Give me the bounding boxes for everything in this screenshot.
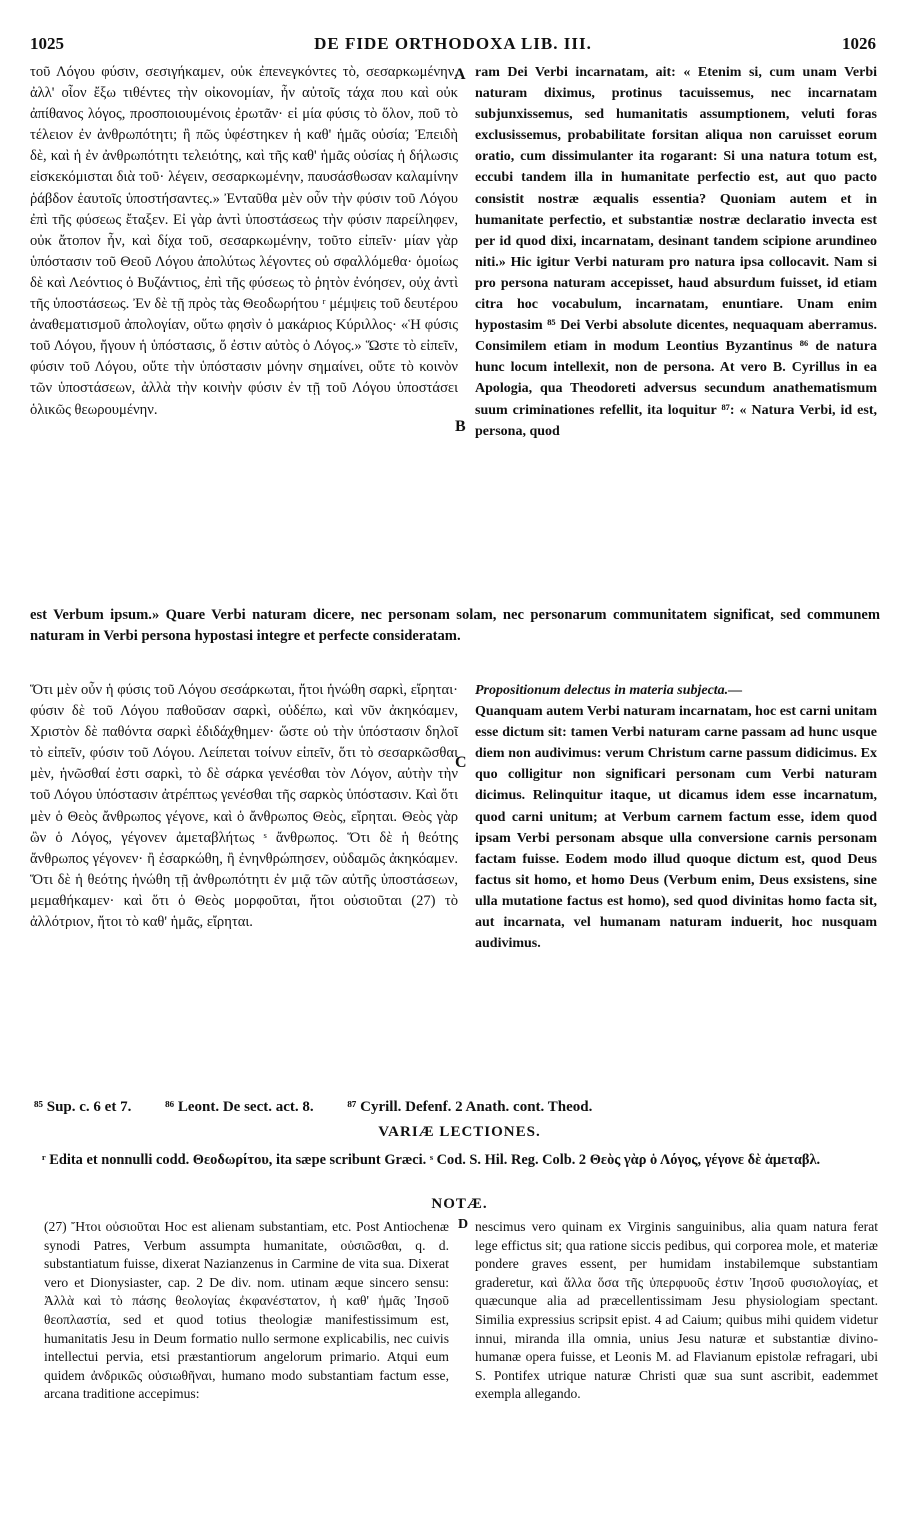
notae-title: NOTÆ. [431, 1196, 488, 1212]
margin-marker-c: C [455, 754, 467, 771]
footnotes [34, 1099, 874, 1116]
greek-column-1 [30, 62, 458, 597]
greek-text-1: τοῦ Λόγου φύσιν, σεσιγήκαμεν, οὐκ ἐπενεγκόντες τὸ, σεσαρκωμένην, ἀλλ' οἷον ἔξω τιθέντες τὴν οἰκονομίαν, ἦν αὐτοῖς τάχα που καὶ οὐκ ἀπίθανος λόγος, προσποιουμένοις ἐρωτᾶν· εἰ μία φύσις τὸ ὅλον, ποῦ τὸ τέλειον ἐν ἀνθρωπότητι; ἢ πῶς ὑφέστηκεν ἡ καθ' ἡμᾶς οὐσία; Ἐπειδὴ δὲ, καὶ ἡ ἐν ἀνθρωπότητι τελειότης, καὶ τῆς καθ' ἡμᾶς οὐσίας ἡ δήλωσις εἰσκεκόμισται διὰ τοῦ· λέγειν, σεσαρκωμένην, παυσάσθωσαν καλαμίνην ῥάβδον ἑαυτοῖς ὑποστήσαντες.» Ἐνταῦθα μὲν οὖν τὴν φύσιν τοῦ Λόγου ἐπὶ τῆς φύσεως ἔταξεν. Εἰ γὰρ ἀντὶ ὑποστάσεως τὴν φύσιν παρείληφεν, οὐκ ἄτοπον ἦν, καὶ δίχα τοῦ, σεσαρκωμένην, τοῦτο εἰπεῖν· μίαν γὰρ ὑπόστασιν τοῦ Θεοῦ Λόγου ἀπολύτως λέγοντες οὐ σφαλλόμεθα· ὁμοίως δὲ καὶ Λεόντιος ὁ Βυζάντιος, ἐπὶ τῆς φύσεως τὸ ῥητὸν ἐνόησεν, οὐχ ἀντὶ τῆς ὑποστάσεως. Ἐν δὲ τῇ πρὸς τὰς Θεοδωρήτου ʳ μέμψεις τοῦ δευτέρου ἀναθεματισμοῦ ἀπολογίαν, οὕτω φησὶν ὁ μακάριος Κύριλλος· «Ἡ φύσις τοῦ Λόγου, ἤγουν ἡ ὑπόστασις, ὅ ἐστιν αὐτὸς ὁ Λόγος.» Ὥστε τὸ εἰπεῖν, φύσιν τοῦ Λόγου, οὔτε τὴν ὑπόστασιν μόνην σημαίνει, οὔτε τὸ κοινὸν τῶν ὑποστάσεων, ἀλλὰ τὴν κοινὴν φύσιν ἐν τῇ τοῦ Λόγου ὑποστάσει ὁλικῶς θεωρουμένην. [30, 64, 458, 418]
page-number-right: 1026 [842, 34, 876, 53]
latin-text-2: Quanquam autem Verbi naturam incarnatam, hoc est carni unitam esse dictum sit: tamen Verbi naturam carne passam ad hunc usque diem non audivimus: verum Christum carne passum didicimus. Ex quo colligitur non significari personam cum Verbi naturam dicimus. Relinquitur itaque, ut dicamus idem esse incarnatum, quod carni unitum; at Verbum carnem factum esse, idem quod ipsam Verbi personam absque ulla conversione carnis personam factam fuisse. Eodem modo illud quoque dictum est, quod Deus factus sit homo, et homo Deus (Verbum enim, Deus exsistens, sine ulla mutatione factus est homo), sed quod divinitas homo facta sit, aut incarnata, vel humanam naturam induerit, hoc nusquam audivimus. [475, 704, 877, 952]
variae-lectiones-title: VARIÆ LECTIONES. [378, 1124, 541, 1140]
footnote-86: ⁸⁶ Leont. De sect. act. 8. [165, 1099, 314, 1115]
note-right-column: nescimus vero quinam ex Virginis sanguinibus, alia quam natura ferat lege effictus sit; qua ratione siccis pedibus, qui corporea mole, et materiæ pondere graves essent, per humidam instabilemque substantiam graderetur, καὶ ἄλλα ὅσα τῆς ὑπερφυοῦς ἐστιν Ἰησοῦ φυσιολογίας, et quæcunque alia ad præcellentissimam Jesu physiologiam spectant. Similia expressius scripsit epist. 4 ad Caium; quibus mihi quidem videtur innui, miranda illa omnia, unius Jesu naturæ et substantiæ divino-humanæ opera fuisse, et Leonis M. ad Flavianum epistolæ refragari, ubi S. Pontifex utrique naturæ Christi quæ sua sunt ascribit, eademmet exempla allegando. [475, 1219, 878, 1402]
margin-marker-a: A [454, 66, 466, 83]
note-left-column: (27) Ἤτοι οὐσιοῦται Hoc est alienam substantiam, etc. Post Antiochenæ synodi Patres, Verbum assumpta humanitate, οὐσιῶσθαι, q. d. substantiatum fuisse, dixerat Nazianzenus in Carmine de vita sua. Dixerat vero et Dionysiaster, cap. 2 De div. nom. utinam æque sincero sensu: Ἀλλὰ καὶ τὸ πάσης θεολογίας ἐκφανέστατον, ἡ καθ' ἡμᾶς Ἰησοῦ θεοπλαστία, sed et quod totius theologiæ manifestissimum est, humanitatis Jesu in Deum formatio nullo sermone explicabilis, nec cuivis intellectui pervia, etsi præstantiorum angelorum primario. Atqui eum quidem ἀνδρικῶς οὐσιωθῆναι, humano modo substantiam factum esse, arcana traditione accepimus: [44, 1219, 449, 1402]
latin-column-2 [475, 680, 877, 1090]
page-header [30, 34, 876, 56]
footnote-85: ⁸⁵ Sup. c. 6 et 7. [34, 1099, 132, 1115]
latin-column-1 [475, 62, 877, 597]
latin-full-width-text: est Verbum ipsum.» Quare Verbi naturam dicere, nec personam solam, nec personarum communitatem significat, sed communem naturam in Verbi persona hypostasi integre et perfecte consideratam. [30, 607, 880, 645]
latin-heading: Propositionum delectus in materia subjecta.— [475, 683, 743, 698]
latin-text-1: ram Dei Verbi incarnatam, ait: « Etenim si, cum unam Verbi naturam diximus, protinus tacuissemus, nec incarnatam subjunxissemus, sed humanitatis assumptionem, veluti foras exclusissemus, probabilitate forsitan aliqua non caruisset eorum oratio, cum dissimulanter ita rogarant: Si una natura totum est, eccubi tandem illa in humanitate perfectio est, aut quo pacto consistit nostræ æqualis essentia? Quoniam autem et in humanitate perfectio, et substantiæ nostræ declaratio invecta est per id quod dixi, incarnatam, desinant tandem scipione arundineo niti.» Hic igitur Verbi naturam pro natura ipsa collocavit. Nam si pro persona naturam accepisset, haud absurdum fuisset, id etiam citra hoc vocabulum, incarnatam, enuntiare. Unam enim hypostasim ⁸⁵ Dei Verbi absolute dicentes, nequaquam aberramus. Consimilem etiam in modum Leontius Byzantinus ⁸⁶ de natura hunc locum intellexit, non de persona. At vero B. Cyrillus in ea Apologia, qua Theodoreti adversus secundum anathematismum suum criminationes refellit, ita loquitur ⁸⁷: « Natura Verbi, id est, persona, quod [475, 65, 877, 439]
margin-marker-d: D [458, 1217, 469, 1232]
margin-marker-b: B [455, 418, 466, 435]
page-number-left: 1025 [30, 34, 64, 53]
variae-lectiones-text: ʳ Edita et nonnulli codd. Θεοδωρίτου, ita sæpe scribunt Græci. ˢ Cod. S. Hil. Reg. Colb. 2 Θεὸς γὰρ ὁ Λόγος, γέγονε δὲ ἀμεταβλ. [42, 1152, 821, 1168]
footnote-87: ⁸⁷ Cyrill. Defenf. 2 Anath. cont. Theod. [347, 1099, 593, 1115]
greek-column-2 [30, 680, 458, 1090]
running-title: DE FIDE ORTHODOXA LIB. III. [314, 34, 592, 53]
greek-text-2: Ὅτι μὲν οὖν ἡ φύσις τοῦ Λόγου σεσάρκωται, ἤτοι ἡνώθη σαρκὶ, εἴρηται· φύσιν δὲ τοῦ Λόγου παθοῦσαν σαρκὶ, οὐδέπω, καὶ νῦν ἀκηκόαμεν, Χριστὸν δὲ παθόντα σαρκὶ ἐδιδάχθημεν· ὥστε οὐ τὴν ὑπόστασιν δηλοῖ τὸ εἰπεῖν, φύσιν τοῦ Λόγου. Λείπεται τοίνυν εἰπεῖν, ὅτι τὸ σεσαρκῶσθαι μὲν, ἡνῶσθαί ἐστι σαρκὶ, τὸ δὲ σάρκα γενέσθαι τὸν Λόγον, αὐτὴν τὴν τοῦ Λόγου ὑπόστασιν ἀτρέπτως γενέσθαι τῆς σαρκὸς ὑπόστασιν. Καὶ ὅτι μὲν ὁ Θεὸς ἄνθρωπος γέγονε, καὶ ὁ ἄνθρωπος Θεὸς, εἴρηται. Θεὸς γὰρ ὢν ὁ Λόγος, γέγονεν ἀμεταβλήτως ˢ ἄνθρωπος. Ὅτι δὲ ἡ θεότης ἄνθρωπος γέγονεν· ἢ ἐσαρκώθη, ἢ ἐνηνθρώπησεν, οὐδαμῶς ἀκηκόαμεν. Ὅτι δὲ ἡ θεότης ἡνώθη τῇ ἀνθρωπότητι ἐν μιᾷ τῶν αὐτῆς ὑποστάσεων, μεμαθήκαμεν· καὶ ὅτι ὁ Θεὸς μορφοῦται, ἤτοι οὐσιοῦται (27) τὸ ἀλλότριον, ἤτοι τὸ καθ' ἡμᾶς, εἴρηται. [30, 682, 458, 931]
